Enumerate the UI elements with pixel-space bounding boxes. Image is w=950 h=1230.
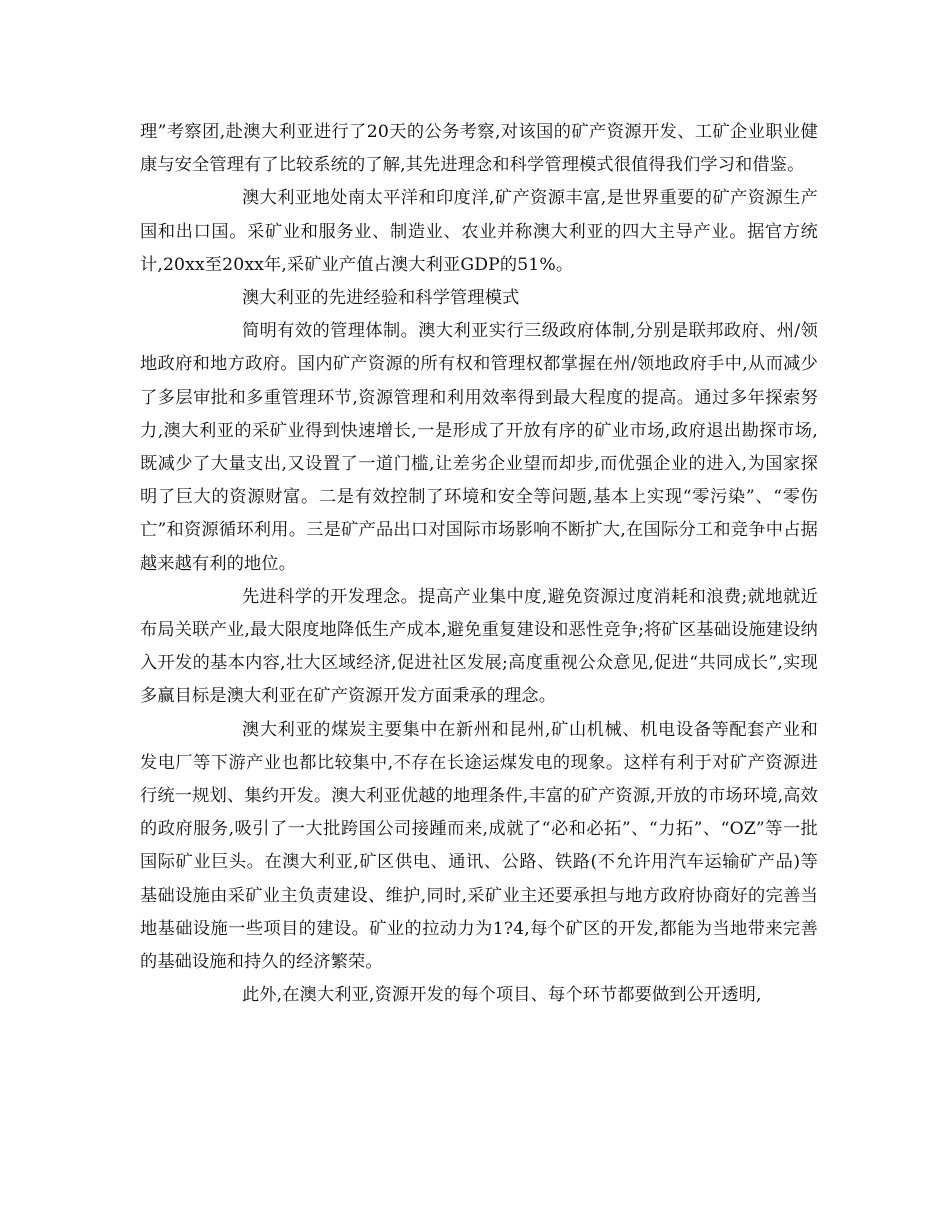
document-body [140,116,818,1012]
paragraph-continuation: 理”考察团,赴澳大利亚进行了20天的公务考察,对该国的矿产资源开发、工矿企业职业健康与安全管理有了比较系统的了解,其先进理念和科学管理模式很值得我们学习和借鉴。 [140,122,818,176]
paragraph-overview: 澳大利亚地处南太平洋和印度洋,矿产资源丰富,是世界重要的矿产资源生产国和出口国。采矿业和服务业、制造业、农业并称澳大利亚的四大主导产业。据官方统计,20xx至20xx年,采矿业产值占澳大利亚GDP的51%。 [140,188,818,275]
paragraph-coal-industry: 澳大利亚的煤炭主要集中在新州和昆州,矿山机械、机电设备等配套产业和发电厂等下游产业也都比较集中,不存在长途运煤发电的现象。这样有利于对矿产资源进行统一规划、集约开发。澳大利亚优越的地理条件,丰富的矿产资源,开放的市场环境,高效的政府服务,吸引了一大批跨国公司接踵而来,成就了“必和必拓”、“力拓”、“OZ”等一批国际矿业巨头。在澳大利亚,矿区供电、通讯、公路、铁路(不允许用汽车运输矿产品)等基础设施由采矿业主负责建设、维护,同时,采矿业主还要承担与地方政府协商好的完善当地基础设施一些项目的建设。矿业的拉动力为1?4,每个矿区的开发,都能为当地带来完善的基础设施和持久的经济繁荣。 [140,719,818,973]
paragraph-transparency: 此外,在澳大利亚,资源开发的每个项目、每个环节都要做到公开透明, [242,985,762,1006]
section-heading: 澳大利亚的先进经验和科学管理模式 [242,288,520,309]
paragraph-management-system: 简明有效的管理体制。澳大利亚实行三级政府体制,分别是联邦政府、州/领地政府和地方政府。国内矿产资源的所有权和管理权都掌握在州/领地政府手中,从而减少了多层审批和多重管理环节,资源管理和利用效率得到最大程度的提高。通过多年探索努力,澳大利亚的采矿业得到快速增长,一是形成了开放有序的矿业市场,政府退出勘探市场,既减少了大量支出,又设置了一道门槛,让差劣企业望而却步,而优强企业的进入,为国家探明了巨大的资源财富。二是有效控制了环境和安全等问题,基本上实现“零污染”、“零伤亡”和资源循环利用。三是矿产品出口对国际市场影响不断扩大,在国际分工和竞争中占据越来越有利的地位。 [140,321,818,574]
paragraph-development-concept: 先进科学的开发理念。提高产业集中度,避免资源过度消耗和浪费;就地就近布局关联产业,最大限度地降低生产成本,避免重复建设和恶性竞争;将矿区基础设施建设纳入开发的基本内容,壮大区域经济,促进社区发展;高度重视公众意见,促进“共同成长”,实现多赢目标是澳大利亚在矿产资源开发方面秉承的理念。 [140,586,818,707]
